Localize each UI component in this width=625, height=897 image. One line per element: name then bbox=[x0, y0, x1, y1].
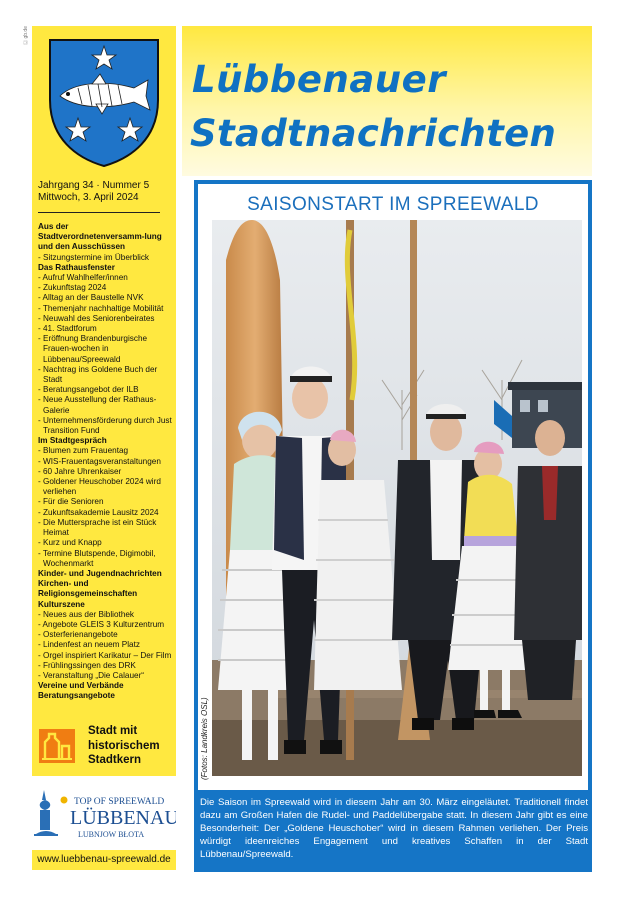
issue-volume: Jahrgang 34 · Nummer 5 bbox=[38, 180, 150, 191]
toc-item: - Angebote GLEIS 3 Kulturzentrum bbox=[38, 619, 165, 629]
masthead-title-line1: Lübbenauer bbox=[192, 58, 446, 101]
masthead bbox=[182, 26, 592, 176]
church-tower-icon bbox=[32, 786, 176, 842]
toc-item: - Die Muttersprache ist ein Stück Heimat bbox=[38, 517, 157, 538]
table-of-contents bbox=[38, 222, 174, 702]
logo-tagline: TOP OF SPREEWALD bbox=[74, 797, 165, 807]
logo-sub: LUBNJOW BŁOTA bbox=[78, 830, 145, 839]
historic-town-logo-icon bbox=[38, 728, 76, 764]
cover-photo bbox=[212, 220, 582, 776]
toc-item: - Frühlingssingen des DRK bbox=[38, 660, 136, 670]
left-sidebar bbox=[32, 26, 176, 776]
toc-section-heading: Das Rathausfenster bbox=[38, 262, 115, 272]
toc-section-heading: Kinder- und Jugendnachrichten bbox=[38, 568, 162, 578]
article-headline: SAISONSTART IM SPREEWALD bbox=[247, 194, 539, 215]
toc-section-heading: Vereine und Verbände bbox=[38, 681, 124, 691]
toc-item: - Neuwahl des Seniorenbeirates bbox=[38, 313, 155, 323]
toc-section-heading: Kulturszene bbox=[38, 599, 85, 609]
issue-info bbox=[38, 180, 170, 204]
toc-item: - Unternehmensförderung durch Just Transition Fund bbox=[38, 415, 172, 436]
toc-section-heading: Beratungsangebote bbox=[38, 691, 115, 701]
toc-item: - Goldener Heuschober 2024 wird verliehen bbox=[38, 477, 161, 497]
toc-item: - 60 Jahre Uhrenkaiser bbox=[38, 466, 122, 476]
issue-date: Mittwoch, 3. April 2024 bbox=[38, 192, 139, 203]
logo-name: LÜBBENAU bbox=[70, 807, 176, 829]
toc-item: - 41. Stadtforum bbox=[38, 324, 97, 334]
toc-item: - Veranstaltung „Die Calauer“ bbox=[38, 670, 145, 680]
toc-item: - Neue Ausstellung der Rathaus-Galerie bbox=[38, 395, 157, 415]
toc-item: - Eröffnung Brandenburgische Frauen-wochen in Lübbenau/Spreewald bbox=[38, 334, 148, 364]
toc-item: - Zukunftstag 2024 bbox=[38, 283, 107, 293]
toc-item: - Lindenfest an neuem Platz bbox=[38, 640, 140, 650]
photo-credit: (Fotos: Landkreis OSL) bbox=[200, 697, 209, 780]
toc-item: - Blumen zum Frauentag bbox=[38, 446, 129, 456]
luebbenau-logo bbox=[32, 786, 176, 842]
historic-town-badge bbox=[38, 724, 174, 770]
website-link[interactable]: www.luebbenau-spreewald.de bbox=[32, 850, 176, 870]
toc-section-heading: Aus der Stadtverordnetenversamm-lung und den Ausschüssen bbox=[38, 222, 162, 252]
toc-item: - Termine Blutspende, Digimobil, Wochenmarkt bbox=[38, 548, 156, 568]
toc-item: - Orgel inspiriert Karikatur – Der Film bbox=[38, 650, 172, 660]
historic-town-text: Stadt mit historischem Stadtkern bbox=[88, 725, 160, 766]
toc-item: - Aufruf Wahlhelfer/innen bbox=[38, 273, 128, 283]
toc-item: - Neues aus der Bibliothek bbox=[38, 609, 135, 619]
toc-item: - Alltag an der Baustelle NVK bbox=[38, 293, 144, 303]
masthead-title-line2: Stadtnachrichten bbox=[190, 112, 557, 155]
toc-section-heading: Kirchen- und Religionsgemeinschaften bbox=[38, 579, 138, 599]
coat-of-arms-icon bbox=[48, 38, 160, 168]
toc-section-heading: Im Stadtgespräch bbox=[38, 436, 107, 446]
cover-story-panel bbox=[194, 180, 592, 872]
toc-item: - Nachtrag ins Goldene Buch der Stadt bbox=[38, 364, 158, 385]
toc-item: - Sitzungstermine im Überblick bbox=[38, 252, 150, 262]
photo-frame bbox=[198, 184, 588, 790]
imprint-tag: Ⓒ gb.de bbox=[23, 26, 29, 45]
toc-item: - Kurz und Knapp bbox=[38, 538, 102, 548]
toc-item: - Beratungsangebot der ILB bbox=[38, 385, 139, 395]
toc-item: - Themenjahr nachhaltige Mobilität bbox=[38, 303, 164, 313]
toc-item: - Zukunftsakademie Lausitz 2024 bbox=[38, 507, 159, 517]
toc-item: - Für die Senioren bbox=[38, 497, 104, 507]
toc-item: - Osterferienangebote bbox=[38, 630, 118, 640]
article-caption: Die Saison im Spreewald wird in diesem Jahr am 30. März eingeläutet. Traditionell findet dazu am Großen Hafen die Rudel- und Paddelübergabe statt. In diesem Jahr gibt es eine Besonderheit: Der „Goldene Heuschober“ wird in diesem Rahmen verliehen. Der Preis würdigt ideenreiches Engagement und kreatives Schaffen in der Stadt Lübbenau/Spreewald. bbox=[200, 797, 588, 860]
divider bbox=[38, 212, 160, 213]
toc-item: - WIS-Frauentagsveranstaltungen bbox=[38, 456, 161, 466]
